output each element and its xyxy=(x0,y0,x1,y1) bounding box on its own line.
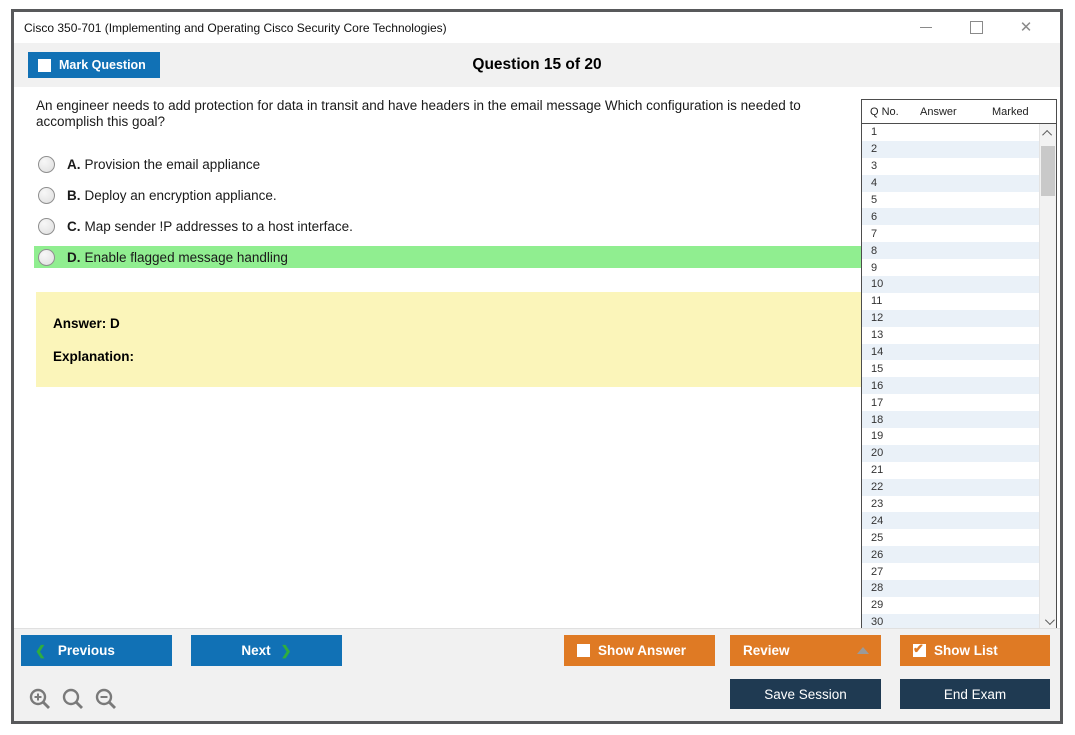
qno-cell: 6 xyxy=(871,210,878,223)
table-row[interactable] xyxy=(862,529,1039,546)
table-row[interactable] xyxy=(862,445,1039,462)
table-row[interactable] xyxy=(862,512,1039,529)
qno-cell: 8 xyxy=(871,244,878,257)
question-list-header xyxy=(862,100,1056,124)
qno-cell: 27 xyxy=(871,565,884,578)
option-row-d[interactable] xyxy=(34,246,864,268)
zoom-tools xyxy=(28,687,118,711)
question-list-rows xyxy=(862,124,1039,630)
zoom-out-icon[interactable] xyxy=(94,687,118,711)
option-row-c[interactable] xyxy=(34,215,864,237)
end-exam-button[interactable] xyxy=(900,679,1050,709)
table-row[interactable] xyxy=(862,597,1039,614)
show-list-checkbox[interactable] xyxy=(913,641,926,657)
table-row[interactable] xyxy=(862,293,1039,310)
zoom-in-icon[interactable] xyxy=(28,687,52,711)
table-row[interactable] xyxy=(862,428,1039,445)
qno-cell: 29 xyxy=(871,599,884,612)
table-row[interactable] xyxy=(862,192,1039,209)
qno-cell: 9 xyxy=(871,261,878,274)
col-qno: Q No. xyxy=(870,105,899,118)
question-list-panel xyxy=(861,99,1057,631)
maximize-icon[interactable] xyxy=(968,20,984,36)
chevron-right-icon: ❯ xyxy=(280,642,292,658)
review-label: Review xyxy=(743,643,790,658)
end-exam-label: End Exam xyxy=(943,686,1007,702)
options-list xyxy=(34,153,864,277)
qno-cell: 2 xyxy=(871,143,878,156)
table-row[interactable] xyxy=(862,141,1039,158)
table-row[interactable] xyxy=(862,276,1039,293)
table-row[interactable] xyxy=(862,563,1039,580)
table-row[interactable] xyxy=(862,411,1039,428)
table-row[interactable] xyxy=(862,462,1039,479)
window-controls xyxy=(918,20,1052,36)
qno-cell: 11 xyxy=(871,295,883,308)
mark-question-button[interactable] xyxy=(28,52,160,78)
qno-cell: 24 xyxy=(871,514,884,527)
mark-question-label: Mark Question xyxy=(59,58,146,72)
save-session-button[interactable] xyxy=(730,679,881,709)
option-label: C. Map sender !P addresses to a host interface. xyxy=(67,218,353,234)
scroll-down-icon[interactable] xyxy=(1040,613,1056,629)
title-bar xyxy=(14,12,1060,43)
table-row[interactable] xyxy=(862,259,1039,276)
chevron-down-icon xyxy=(1044,615,1054,625)
qno-cell: 23 xyxy=(871,498,884,511)
table-row[interactable] xyxy=(862,175,1039,192)
qno-cell: 12 xyxy=(871,312,884,325)
qno-cell: 17 xyxy=(871,396,884,409)
option-label: B. Deploy an encryption appliance. xyxy=(67,187,277,203)
table-row[interactable] xyxy=(862,225,1039,242)
radio-icon[interactable] xyxy=(38,218,55,235)
qno-cell: 26 xyxy=(871,548,884,561)
qno-cell: 28 xyxy=(871,582,884,595)
table-row[interactable] xyxy=(862,360,1039,377)
show-answer-button[interactable] xyxy=(564,635,715,666)
question-text: An engineer needs to add protection for data in transit and have headers in the email message Which configuration is needed to accomplish this goal? xyxy=(36,98,801,129)
qno-cell: 10 xyxy=(871,278,884,291)
previous-label: Previous xyxy=(57,643,115,658)
qno-cell: 5 xyxy=(871,194,878,206)
show-list-label: Show List xyxy=(934,643,998,658)
question-list-scrollbar[interactable] xyxy=(1039,124,1056,630)
main-area xyxy=(14,87,1060,628)
table-row[interactable] xyxy=(862,479,1039,496)
qno-cell: 18 xyxy=(871,413,884,426)
close-icon[interactable]: ✕ xyxy=(1019,19,1033,36)
scrollbar-thumb[interactable] xyxy=(1041,146,1055,196)
option-row-a[interactable] xyxy=(34,153,864,175)
window-title: Cisco 350-701 (Implementing and Operating Cisco Security Core Technologies) xyxy=(24,20,447,35)
qno-cell: 30 xyxy=(871,616,884,629)
qno-cell: 25 xyxy=(871,531,884,544)
check-icon: ✔ xyxy=(913,641,924,656)
answer-box xyxy=(36,292,864,387)
toolbar xyxy=(14,43,1060,87)
table-row[interactable] xyxy=(862,310,1039,327)
qno-cell: 20 xyxy=(871,447,884,460)
table-row[interactable] xyxy=(862,327,1039,344)
next-button[interactable] xyxy=(191,635,342,666)
qno-cell: 3 xyxy=(871,160,878,173)
table-row[interactable] xyxy=(862,546,1039,563)
save-session-label: Save Session xyxy=(764,686,847,702)
qno-cell: 16 xyxy=(871,379,884,392)
app-window xyxy=(11,9,1063,724)
qno-cell: 22 xyxy=(871,481,884,494)
show-answer-checkbox[interactable] xyxy=(577,644,590,657)
qno-cell: 15 xyxy=(871,362,884,375)
table-row[interactable] xyxy=(862,377,1039,394)
question-list-body xyxy=(862,124,1056,630)
option-label: A. Provision the email appliance xyxy=(67,156,261,172)
col-marked: Marked xyxy=(992,105,1029,118)
scroll-up-icon[interactable] xyxy=(1040,125,1056,141)
chevron-up-icon xyxy=(1042,129,1052,139)
minimize-icon[interactable] xyxy=(918,20,934,36)
show-list-button[interactable] xyxy=(900,635,1050,666)
table-row[interactable] xyxy=(862,344,1039,361)
qno-cell: 21 xyxy=(871,464,884,477)
qno-cell: 7 xyxy=(871,227,878,240)
table-row[interactable] xyxy=(862,496,1039,513)
radio-icon[interactable] xyxy=(38,249,55,266)
col-answer: Answer xyxy=(920,105,957,118)
table-row[interactable] xyxy=(862,208,1039,225)
review-button[interactable] xyxy=(730,635,881,666)
table-row[interactable] xyxy=(862,158,1039,175)
question-counter: Question 15 of 20 xyxy=(472,56,602,73)
triangle-up-icon xyxy=(857,647,869,654)
option-label: D. Enable flagged message handling xyxy=(67,249,288,265)
show-answer-label: Show Answer xyxy=(598,643,687,658)
radio-icon[interactable] xyxy=(38,187,55,204)
table-row[interactable] xyxy=(862,394,1039,411)
qno-cell: 13 xyxy=(871,329,884,342)
explanation-label: Explanation: xyxy=(53,349,135,364)
footer-bar xyxy=(14,628,1060,721)
next-label: Next xyxy=(241,643,271,658)
previous-button[interactable] xyxy=(21,635,172,666)
table-row[interactable] xyxy=(862,242,1039,259)
qno-cell: 14 xyxy=(871,346,884,359)
chevron-left-icon: ❮ xyxy=(35,642,46,658)
option-row-b[interactable] xyxy=(34,184,864,206)
table-row[interactable] xyxy=(862,580,1039,597)
qno-cell: 1 xyxy=(871,126,878,139)
answer-label: Answer: D xyxy=(53,316,120,331)
qno-cell: 4 xyxy=(871,177,878,190)
mark-question-checkbox[interactable] xyxy=(38,59,51,72)
zoom-reset-icon[interactable] xyxy=(61,687,85,711)
qno-cell: 19 xyxy=(871,430,884,443)
table-row[interactable] xyxy=(862,124,1039,141)
radio-icon[interactable] xyxy=(38,156,55,173)
